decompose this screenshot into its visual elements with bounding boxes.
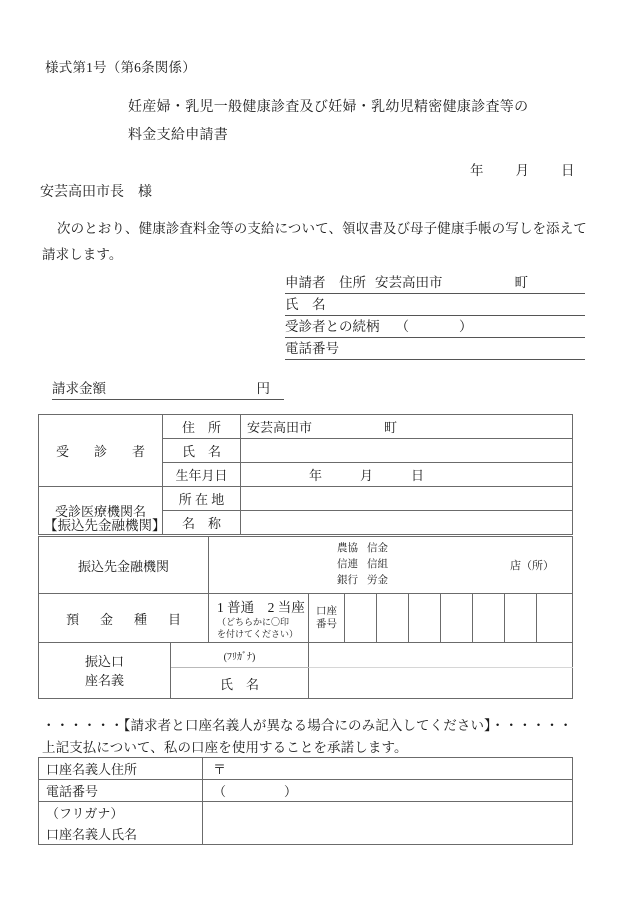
- institution-address-label: 所 在 地: [163, 487, 241, 511]
- holder-address-label: 口座名義人住所: [39, 758, 203, 780]
- document-title-line-2: 料金支給申請書: [128, 128, 229, 143]
- bank-institution-label: 振込先金融機関: [39, 537, 209, 594]
- patient-birth-value[interactable]: [241, 463, 573, 487]
- account-holder-group-label: [39, 643, 171, 699]
- notice-line-1: ・・・・・・【請求者と口座名義人が異なる場合にのみ記入してください】・・・・・・: [42, 718, 573, 733]
- institution-name-label: 名 称: [163, 511, 241, 535]
- deposit-type-choices: 1 普通 2 当座: [217, 600, 305, 615]
- date-day-label: 日: [561, 163, 575, 178]
- table-row: [39, 780, 573, 802]
- account-number-label-line-1: 口座: [316, 606, 338, 617]
- holder-name-value[interactable]: [203, 802, 573, 845]
- relation-paren-open: （: [395, 319, 409, 334]
- bank-kind-row: [337, 541, 397, 557]
- bank-kind-ginko: 銀行: [337, 575, 359, 586]
- table-row: [39, 487, 573, 511]
- account-holder-name-label: 氏 名: [171, 668, 309, 699]
- postal-mark-icon: 〒: [213, 762, 227, 777]
- claim-amount-label: 請求金額: [52, 381, 106, 396]
- bank-kind-options: [337, 541, 397, 589]
- patient-address-value[interactable]: [241, 415, 573, 439]
- deposit-type-note-line-2: を付けてください）: [217, 629, 299, 639]
- institution-address-value[interactable]: [241, 487, 573, 511]
- patient-group-label: 受 診 者: [39, 415, 163, 487]
- bank-kind-rokin: 労金: [367, 575, 389, 586]
- birth-month-label: 月: [360, 468, 374, 483]
- date-year-label: 年: [470, 163, 484, 178]
- account-holder-table: [38, 757, 573, 845]
- deposit-type-options[interactable]: [209, 594, 309, 643]
- deposit-type-note-line-1: （どちらかに〇印: [217, 617, 290, 627]
- table-row: [39, 802, 573, 824]
- phone-paren-close: ）: [284, 784, 298, 799]
- applicant-address-suffix: 町: [514, 275, 528, 290]
- account-number-cell[interactable]: [409, 594, 441, 643]
- date-line: [470, 159, 575, 179]
- table-row: [39, 758, 573, 780]
- account-number-cell[interactable]: [377, 594, 409, 643]
- account-number-cell[interactable]: [345, 594, 377, 643]
- claim-amount-unit: 円: [256, 381, 270, 396]
- document-title-line-1: 妊産婦・乳児一般健康診査及び妊婦・乳幼児精密健康診査等の: [128, 100, 529, 115]
- account-number-cell[interactable]: [505, 594, 537, 643]
- patient-name-label: 氏 名: [163, 439, 241, 463]
- applicant-block: [285, 272, 585, 360]
- deposit-type-label: 預 金 種 目: [39, 594, 209, 643]
- addressee: 安芸高田市長 様: [40, 185, 152, 200]
- applicant-name-label: 氏 名: [285, 297, 326, 312]
- holder-name-label: 口座名義人氏名: [39, 823, 203, 845]
- applicant-phone-label: 電話番号: [285, 341, 339, 356]
- applicant-address-city: 安芸高田市: [375, 275, 443, 290]
- holder-postal-field[interactable]: [203, 758, 573, 780]
- table-row: [39, 643, 573, 668]
- intro-paragraph: 次のとおり、健康診査料金等の支給について、領収書及び母子健康手帳の写しを添えて請求します。: [42, 221, 587, 262]
- form-number: 様式第1号（第6条関係）: [45, 60, 196, 75]
- table-row: [39, 594, 573, 643]
- patient-birth-label: 生年月日: [163, 463, 241, 487]
- holder-phone-field[interactable]: [203, 780, 573, 802]
- account-number-label: [309, 594, 345, 643]
- holder-furigana-label: （フリガナ）: [39, 802, 203, 824]
- account-holder-furigana-label: (ﾌﾘｶﾞﾅ): [171, 643, 309, 668]
- birth-year-label: 年: [309, 468, 323, 483]
- bank-table: [38, 536, 573, 699]
- account-holder-name-value[interactable]: [309, 668, 573, 699]
- patient-address-suffix: 町: [384, 420, 398, 435]
- bank-kind-shinren: 信連: [337, 559, 359, 570]
- account-holder-label-line-2: 座名義: [84, 672, 124, 688]
- bank-kind-nokyo: 農協: [337, 543, 359, 554]
- applicant-name-row: [285, 294, 585, 316]
- account-holder-furigana-value[interactable]: [309, 643, 573, 668]
- patient-address-label: 住 所: [163, 415, 241, 439]
- patient-address-city: 安芸高田市: [247, 420, 313, 435]
- table-row: [39, 537, 573, 594]
- phone-paren-open: （: [213, 784, 227, 799]
- medical-institution-group-label: 受診医療機関名: [39, 487, 163, 535]
- applicant-address-row: [285, 272, 585, 294]
- date-month-label: 月: [515, 163, 529, 178]
- applicant-relation-label: 受診者との続柄: [285, 319, 380, 334]
- account-holder-label-line-1: 振込口: [84, 653, 124, 669]
- birth-day-label: 日: [411, 468, 425, 483]
- account-number-label-line-2: 番号: [316, 619, 338, 630]
- table-row: [39, 415, 573, 439]
- account-number-cell[interactable]: [441, 594, 473, 643]
- bank-institution-value[interactable]: [209, 537, 573, 594]
- bank-kind-shinkin: 信金: [367, 543, 389, 554]
- account-number-cell[interactable]: [537, 594, 573, 643]
- relation-paren-close: ）: [459, 319, 473, 334]
- patient-name-value[interactable]: [241, 439, 573, 463]
- notice-line-2: 上記支払について、私の口座を使用することを承諾します。: [42, 740, 408, 755]
- bank-branch-label: 店（所）: [510, 560, 555, 572]
- applicant-phone-row: [285, 338, 585, 360]
- applicant-relation-row: [285, 316, 585, 338]
- bank-kind-row: [337, 557, 397, 573]
- applicant-address-label: 申請者 住所: [285, 275, 366, 290]
- bank-section-heading: 【振込先金融機関】: [44, 518, 166, 533]
- bank-kind-row: [337, 573, 397, 589]
- account-number-cell[interactable]: [473, 594, 505, 643]
- institution-name-value[interactable]: [241, 511, 573, 535]
- bank-kind-shinkumi: 信組: [367, 559, 389, 570]
- claim-amount-line: [52, 378, 284, 400]
- holder-phone-label: 電話番号: [39, 780, 203, 802]
